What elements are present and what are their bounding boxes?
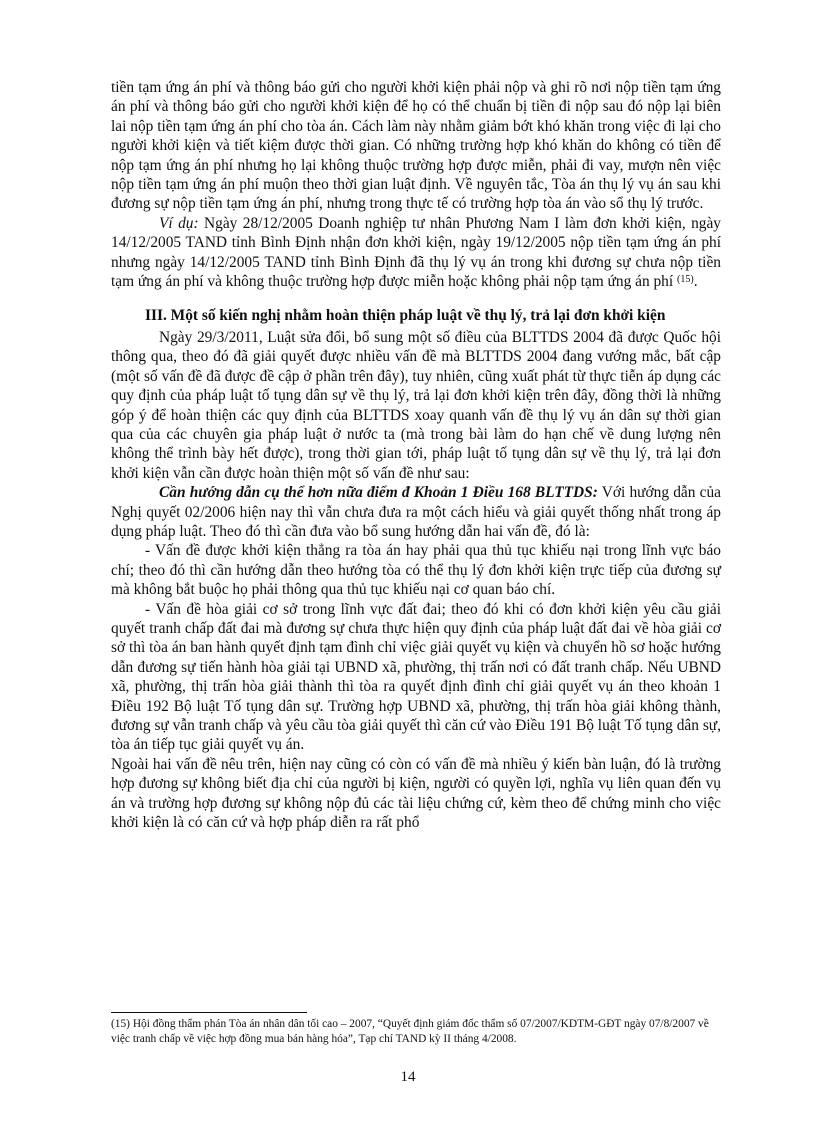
guidance-text: Với hướng dẫn của Nghị quyết 02/2006 hiện nay thì vẫn chưa đưa ra một cách hiểu và giải quyết thống nhất trong áp dụng pháp luật. Theo đó thì cần đưa vào bổ sung hướng dẫn hai vấn đề, đó là: [111, 484, 721, 540]
example-end: . [693, 273, 698, 291]
footnote-separator [111, 1012, 307, 1013]
bullet-press: - Vấn đề được khởi kiện thẳng ra tòa án hay phải qua thủ tục khiếu nại trong lĩnh vực báo chí; theo đó thì cần hướng dẫn theo hướng tòa có thể thụ lý đơn khởi kiện trực tiếp của đương sự mà không bắt buộc họ phải thông qua thủ tục khiếu nại cơ quan báo chí. [111, 542, 721, 599]
footnote [111, 1017, 721, 1047]
footnote-number: (15) [111, 1018, 130, 1030]
footnote-text: Hội đồng thẩm phán Tòa án nhân dân tối cao – 2007, “Quyết định giám đốc thẩm số 07/2007/KDTM-GĐT ngày 07/8/2007 về việc tranh chấp về việc hợp đồng mua bán hàng hóa”, Tạp chí TAND kỳ II tháng 4/2008. [111, 1018, 709, 1045]
footnote-ref[interactable]: (15) [677, 274, 694, 286]
page-number: 14 [400, 1069, 416, 1085]
bullet-land: - Vấn đề hòa giải cơ sở trong lĩnh vực đất đai; theo đó khi có đơn khởi kiện yêu cầu giải quyết tranh chấp đất đai mà đương sự chưa thực hiện quy định của pháp luật đất đai về hòa giải cơ sở thì tòa án ban hành quyết định tạm đình chỉ việc giải quyết vụ kiện và chuyển hồ sơ hoặc hướng dẫn đương sự tiến hành hòa giải tại UBND xã, phường, thị trấn nơi có đất tranh chấp. Nếu UBND xã, phường, thị trấn hòa giải thành thì tòa ra quyết định đình chỉ giải quyết vụ án theo khoản 1 Điều 192 Bộ luật Tố tụng dân sự. Trường hợp UBND xã, phường, thị trấn hòa giải không thành, đương sự vẫn tranh chấp và yêu cầu tòa giải quyết thì căn cứ vào Điều 191 Bộ luật Tố tụng dân sự, tòa án tiếp tục giải quyết vụ án. [111, 600, 721, 754]
paragraph-guidance [111, 483, 721, 541]
example-text: Ngày 28/12/2005 Doanh nghiệp tư nhân Phương Nam I làm đơn khởi kiện, ngày 14/12/2005 TAND tỉnh Bình Định nhận đơn khởi kiện, ngày 19/12/2005 nộp tiền tạm ứng án phí nhưng ngày 14/12/2005 TAND tỉnh Bình Định đã thụ lý vụ án trong khi đương sự chưa nộp tiền tạm ứng án phí và không thuộc trường hợp được miễn hoặc không phải nộp tạm ứng án phí [111, 214, 721, 291]
paragraph-advance-fee: tiền tạm ứng án phí và thông báo gửi cho người khởi kiện phải nộp và ghi rõ nơi nộp tiền tạm ứng án phí và thông báo gửi cho người khởi kiện để họ có thể chuẩn bị tiền đi nộp sau đó nộp lại biên lai nộp tiền tạm ứng án phí cho tòa án. Cách làm này nhằm giảm bớt khó khăn trong việc đi lại cho người khởi kiện và tiết kiệm được thời gian. Có những trường hợp khó khăn do không có tiền để nộp tạm ứng án phí nhưng họ lại không thuộc trường hợp được miễn, phải đi vay, mượn nên việc nộp tiền tạm ứng án phí muộn theo thời gian luật định. Về nguyên tắc, Tòa án thụ lý vụ án sau khi đương sự nộp tiền tạm ứng án phí, nhưng trong thực tế có trường hợp tòa án vào sổ thụ lý trước. [111, 79, 721, 213]
guidance-lead: Cần hướng dẫn cụ thể hơn nữa điểm đ Khoản 1 Điều 168 BLTTDS: [159, 484, 598, 502]
paragraph-amendment: Ngày 29/3/2011, Luật sửa đổi, bổ sung một số điều của BLTTDS 2004 đã được Quốc hội thông qua, theo đó đã giải quyết được nhiều vấn đề mà BLTTDS 2004 đang vướng mắc, bất cập (một số vấn đề đã được đề cập ở phần trên đây), tuy nhiên, cũng xuất phát từ thực tiễn áp dụng các quy định của pháp luật tố tụng dân sự về thụ lý, trả lại đơn khởi kiện trên đây, đồng thời là những góp ý để hoàn thiện các quy định của BLTTDS xoay quanh vấn đề thụ lý vụ án dân sự thời gian qua của các chuyên gia pháp luật ở nước ta (mà trong bài làm do hạn chế về dung lượng nên không thể trình bày hết được), trong thời gian tới, pháp luật tố tụng dân sự về thụ lý, trả lại đơn khởi kiện vẫn cần được hoàn thiện một số vấn đề như sau: [111, 328, 721, 482]
paragraph-example [111, 214, 721, 292]
section-heading: III. Một số kiến nghị nhằm hoàn thiện pháp luật về thụ lý, trả lại đơn khởi kiện [145, 307, 666, 325]
example-label: Ví dụ: [159, 214, 199, 232]
document-body [111, 78, 721, 832]
paragraph-other-issues: Ngoài hai vấn đề nêu trên, hiện nay cũng có còn có vấn đề mà nhiều ý kiến bàn luận, đó là trường hợp đương sự không biết địa chỉ của người bị kiện, người có quyền lợi, nghĩa vụ liên quan đến vụ án và trường hợp đương sự không nộp đủ các tài liệu chứng cứ, kèm theo để chứng minh cho việc khởi kiện là có căn cứ và hợp pháp diễn ra rất phổ [111, 755, 721, 832]
